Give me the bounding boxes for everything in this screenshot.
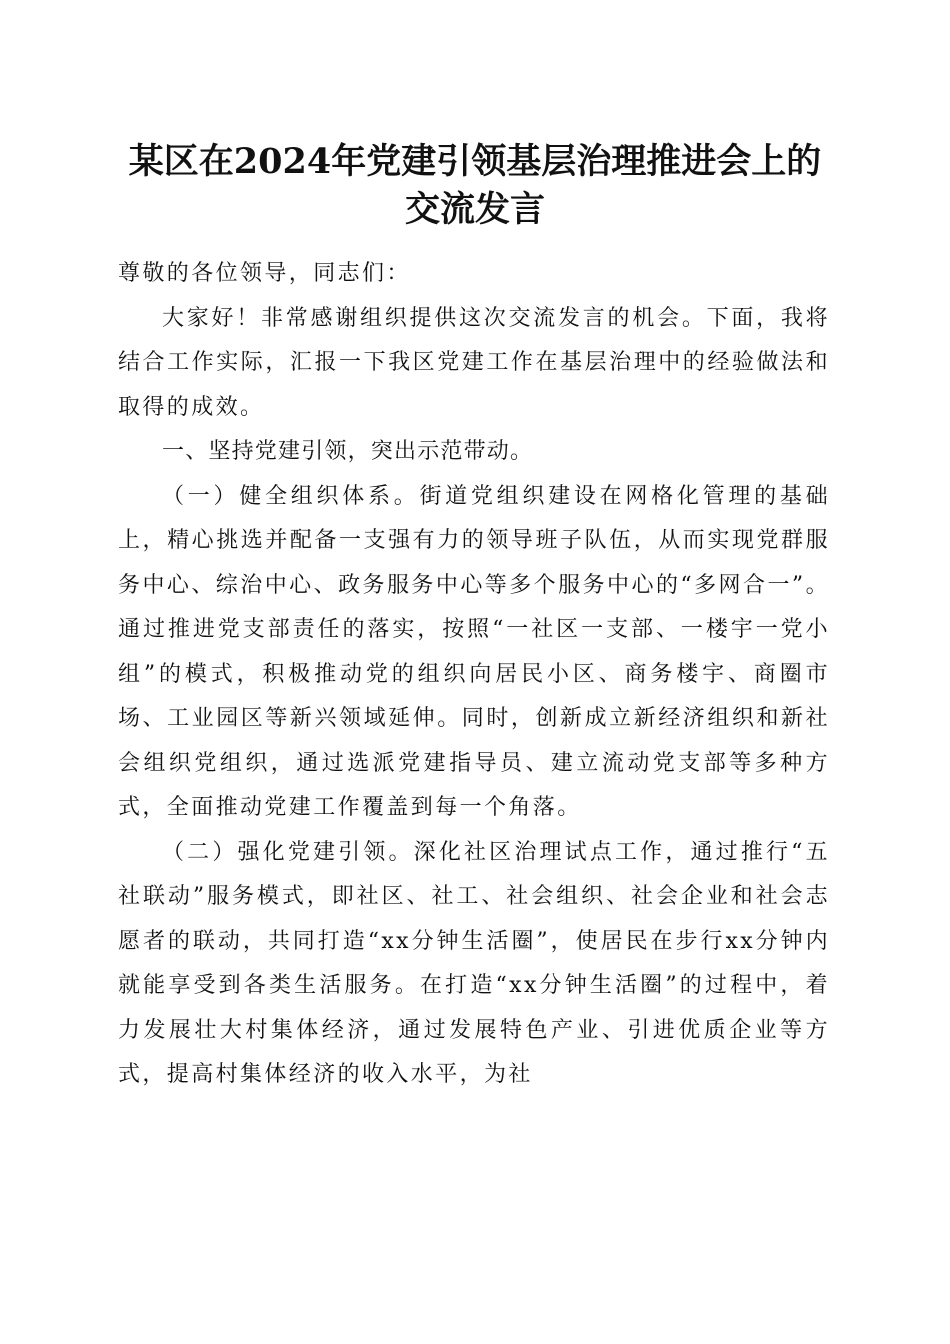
document-body: [118, 252, 830, 1098]
title-line-1: 某区在2024年党建引领基层治理推进会上的: [128, 141, 822, 182]
intro-paragraph: 大家好！非常感谢组织提供这次交流发言的机会。下面，我将结合工作实际，汇报一下我区党建工作在基层治理中的经验做法和取得的成效。: [118, 305, 830, 420]
paragraph-party-leadership: （二）强化党建引领。深化社区治理试点工作，通过推行“五社联动”服务模式，即社区、社工、社会组织、社会企业和社会志愿者的联动，共同打造“xx分钟生活圈”，使居民在步行xx分钟内就能享受到各类生活服务。在打造“xx分钟生活圈”的过程中，着力发展壮大村集体经济，通过发展特色产业、引进优质企业等方式，提高村集体经济的收入水平，为社: [118, 839, 830, 1087]
paragraph-organization-system: （一）健全组织体系。街道党组织建设在网格化管理的基础上，精心挑选并配备一支强有力的领导班子队伍，从而实现党群服务中心、综治中心、政务服务中心等多个服务中心的“多网合一”。通过推进党支部责任的落实，按照“一社区一支部、一楼宇一党小组”的模式，积极推动党的组织向居民小区、商务楼宇、商圈市场、工业园区等新兴领域延伸。同时，创新成立新经济组织和新社会组织党组织，通过选派党建指导员、建立流动党支部等多种方式，全面推动党建工作覆盖到每一个角落。: [118, 483, 830, 820]
title-line-2: 交流发言: [404, 189, 545, 230]
document-title: [100, 138, 850, 234]
section-heading-1: 一、坚持党建引领，突出示范带动。: [162, 439, 534, 464]
salutation: 尊敬的各位领导，同志们：: [118, 261, 411, 286]
